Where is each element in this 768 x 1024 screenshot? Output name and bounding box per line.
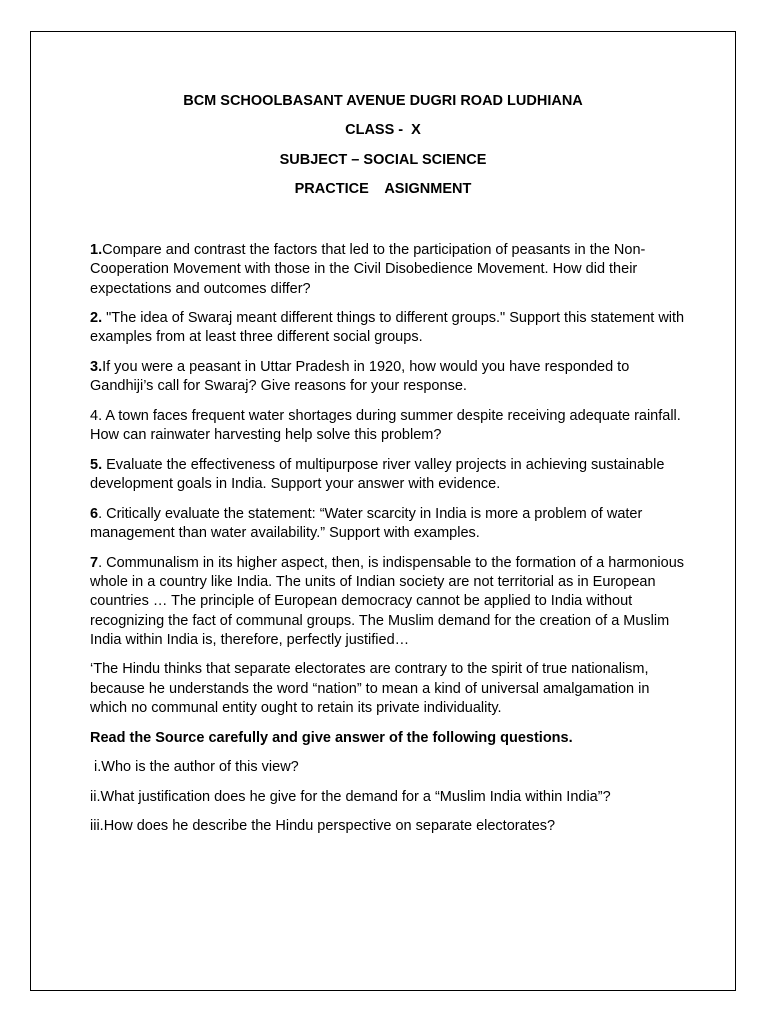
question-3 [90,358,686,397]
question-5 [90,456,686,495]
question-number: 2. [90,310,103,327]
source-quote: ‘The Hindu thinks that separate electorates are contrary to the spirit of true nationalism, because he understands the word “nation” to mean a kind of universal amalgamation in which no communal entity ought to retain its private individuality. [90,661,650,717]
question-7 [90,554,686,650]
question-number: 6 [90,505,99,522]
question-1 [90,241,686,299]
question-text: "The idea of Swaraj meant different things to different groups." Support this statement with examples from at least three different social groups. [90,310,685,346]
document-header [31,92,735,210]
question-number: 7 [90,554,99,571]
source-instruction: Read the Source carefully and give answer of the following questions. [90,729,573,746]
class-label: CLASS - X [345,122,421,139]
question-text: . Critically evaluate the statement: “Water scarcity in India is more a problem of water management than water availability.” Support with examples. [90,505,643,542]
question-text: Compare and contrast the factors that led to the participation of peasants in the Non-Cooperation Movement with those in the Civil Disobedience Movement. How did their expectations and outcomes differ? [90,242,646,297]
question-number: 5. [90,456,103,473]
assignment-title: PRACTICE ASIGNMENT [294,181,472,198]
question-4 [90,407,686,446]
sub-question-2: ii.What justification does he give for the demand for a “Muslim India within India”? [90,788,611,805]
school-name: BCM SCHOOLBASANT AVENUE DUGRI ROAD LUDHIANA [183,93,583,109]
document-body [90,241,686,847]
question-text: If you were a peasant in Uttar Pradesh in 1920, how would you have responded to Gandhiji’s call for Swaraj? Give reasons for your response. [90,359,630,395]
sub-question-1: i.Who is the author of this view? [90,759,299,776]
question-6 [90,505,686,544]
question-text: 4. A town faces frequent water shortages during summer despite receiving adequate rainfall. How can rainwater harvesting help solve this problem? [90,407,681,444]
subject-label: SUBJECT – SOCIAL SCIENCE [279,151,487,168]
question-2 [90,309,686,348]
sub-question-3: iii.How does he describe the Hindu perspective on separate electorates? [90,818,556,835]
question-text: Evaluate the effectiveness of multipurpose river valley projects in achieving sustainable development goals in India. Support your answer with evidence. [90,456,665,493]
question-number: 3. [90,359,103,376]
question-text: . Communalism in its higher aspect, then, is indispensable to the formation of a harmonious whole in a country like India. The units of Indian society are not territorial as in European countries … The principle of European democracy cannot be applied to India without recognizing the fact of communal groups. The Muslim demand for the creation of a Muslim India within India is, therefore, perfectly justified… [90,554,685,648]
question-number: 1. [90,242,103,258]
